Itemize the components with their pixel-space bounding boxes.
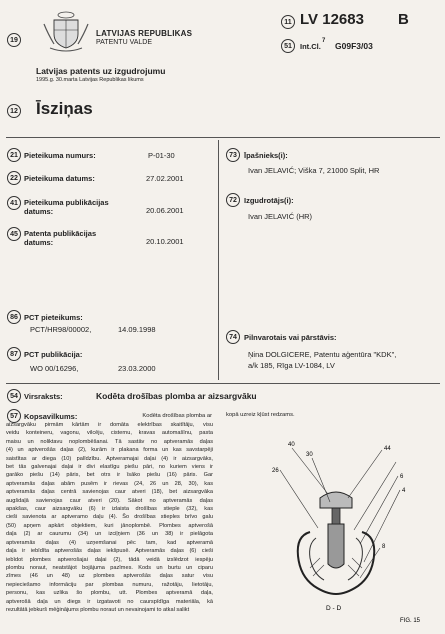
inid-code-22: 22 bbox=[7, 171, 21, 185]
patent-kind: B bbox=[398, 11, 409, 28]
coat-of-arms-icon bbox=[40, 10, 92, 52]
abstract-line: saistītas ar diega (10) palīdzību. Aptveramajai daļai (4) ir aizsargvāks, bbox=[6, 455, 213, 462]
patent-publication-date-value: 20.10.2001 bbox=[146, 237, 184, 246]
inid-code-11: 11 bbox=[281, 15, 295, 29]
patent-publication-date-label: Patenta publikācijas datums: bbox=[24, 229, 97, 247]
abstract-line: daļa ir iebīdīta aptverošās daļas iekšpusē. Aptveramās daļas (6) cieši bbox=[6, 548, 213, 555]
figure-ref-label: 30 bbox=[306, 452, 313, 458]
inid-code-19: 19 bbox=[7, 33, 21, 47]
pct-application-number: PCT/HR98/00002, bbox=[30, 325, 92, 334]
inid-code-87: 87 bbox=[7, 347, 21, 361]
abstract-first-line: Kodēta drošības plomba ar bbox=[142, 413, 212, 419]
pct-publication-label: PCT publikācija: bbox=[24, 350, 83, 359]
inventor-label: Izgudrotājs(i): bbox=[244, 196, 294, 205]
owner-label: Īpašnieks(i): bbox=[244, 151, 288, 160]
inid-code-12: 12 bbox=[7, 104, 21, 118]
pct-publication-date: 23.03.2000 bbox=[118, 364, 156, 373]
patent-figure bbox=[250, 428, 430, 628]
agency-department: PATENTU VALDE bbox=[96, 39, 153, 46]
inid-code-74: 74 bbox=[226, 330, 240, 344]
pct-application-label: PCT pieteikums: bbox=[24, 313, 83, 322]
abstract-line: nepieciešamo informāciju par plombas numuru, ražotāju, lietotāju, bbox=[6, 581, 213, 588]
law-reference: 1995.g. 30.marta Latvijas Republikas likums bbox=[36, 77, 144, 83]
attorney-line-1: Ņina DOLGICERE, Patentu aģentūra "KDK", bbox=[248, 350, 397, 359]
attorney-line-2: a/k 185, Rīga LV-1084, LV bbox=[248, 361, 335, 370]
inid-code-57: 57 bbox=[7, 409, 21, 423]
pct-publication-number: WO 00/16296, bbox=[30, 364, 79, 373]
application-number-value: P-01-30 bbox=[148, 151, 175, 160]
abstract-line: aizsargvāku pirmām kārtām ir domāta elektrības skaitītāju, visu bbox=[6, 422, 213, 428]
column-divider bbox=[218, 140, 219, 380]
fields-divider bbox=[6, 383, 440, 384]
application-date-value: 27.02.2001 bbox=[146, 174, 184, 183]
abstract-line: maisu un noliktavu noplombēšanai. Tā sastāv no aptveramās daļas bbox=[6, 438, 213, 445]
inid-code-86: 86 bbox=[7, 310, 21, 324]
figure-ref-label: 40 bbox=[288, 442, 295, 448]
abstract-line: (50) apņem apkārt objektiem, kuri jānoplombē. Plombes aptverošā bbox=[6, 522, 213, 529]
application-publication-date-label: Pieteikuma publikācijas datums: bbox=[24, 198, 109, 216]
agency-name: LATVIJAS REPUBLIKAS bbox=[96, 29, 193, 38]
abstract-line: apakšas, caur aizsargvāku (6) ir izlaista drošības stieple (32), kas bbox=[6, 506, 213, 513]
figure-caption: FIG. 15 bbox=[400, 618, 421, 624]
figure-ref-label: 4 bbox=[402, 488, 406, 494]
abstract-line: plombu noraut, neatstājot bojājuma pazīmes. Kods un burtu un ciparu bbox=[6, 564, 213, 571]
invention-title-value: Kodēta drošības plomba ar aizsargvāku bbox=[96, 391, 257, 401]
abstract-continuation: kopā uzreiz kļūst redzams. bbox=[226, 412, 295, 418]
inid-code-51: 51 bbox=[281, 39, 295, 53]
abstract-line: daļa (2) ar caurumu (34) un izciļņiem (36 un 38) ir pielāgota bbox=[6, 531, 213, 538]
attorney-label: Pilnvarotais vai pārstāvis: bbox=[244, 333, 337, 342]
application-date-label: Pieteikuma datums: bbox=[24, 174, 95, 183]
abstract-line: veidu konteineru, vagonu, vilcēju, cisternu, kravas automašīnu, pasta bbox=[6, 430, 213, 437]
owner-value: Ivan JELAVIĆ; Viška 7, 21000 Split, HR bbox=[248, 166, 380, 175]
application-number-label: Pieteikuma numurs: bbox=[24, 151, 96, 160]
figure-ref-label: 44 bbox=[384, 446, 391, 452]
inventor-value: Ivan JELAVIĆ (HR) bbox=[248, 212, 313, 221]
inid-code-72: 72 bbox=[226, 193, 240, 207]
abstract-line: aptveramās daļas abām pusēm ir rievas (24, 26 un 28, 30), kas bbox=[6, 480, 213, 487]
inid-code-41: 41 bbox=[7, 196, 21, 210]
abstract-label: Kopsavilkums: bbox=[24, 412, 78, 421]
int-cl-value: G09F3/03 bbox=[335, 41, 373, 51]
patent-number: LV 12683 bbox=[300, 11, 364, 28]
abstract-line: augšdaļā savienojas caur atveri (20). Sākot no aptveramās daļas bbox=[6, 497, 213, 504]
invention-title-label: Virsraksts: bbox=[24, 392, 63, 401]
abstract-line: aptveramās daļas (4) uzņemšanai pēc tam, kad aptveramā bbox=[6, 539, 213, 546]
inid-code-21: 21 bbox=[7, 148, 21, 162]
inid-code-73: 73 bbox=[226, 148, 240, 162]
abstract-body bbox=[6, 421, 213, 614]
document-type: Latvijas patents uz izgudrojumu bbox=[36, 66, 166, 76]
figure-section-label: D - D bbox=[326, 605, 342, 612]
figure-ref-label: 8 bbox=[382, 544, 386, 550]
abstract-line: iebīdot plombes aptverošajai daļai (2), tādā veidā izslēdzot iespēju bbox=[6, 556, 213, 563]
abstract-line: aptverošā daļa un diegs ir izgatavoti no caurspīdīga materiāla, kā bbox=[6, 598, 213, 605]
section-title: Īsziņas bbox=[36, 99, 93, 118]
abstract-line: garāko piešu (14) pāris, bet otrs ir īsāko piešu (16) pāris. Gar bbox=[6, 472, 213, 479]
inid-code-45: 45 bbox=[7, 227, 21, 241]
figure-ref-label: 6 bbox=[400, 474, 404, 480]
application-publication-date-value: 20.06.2001 bbox=[146, 206, 184, 215]
abstract-line: bet tās galvenajai daļai ir divi elastīgu piešu pāri, no kuriem viens ir bbox=[6, 464, 213, 471]
header-divider bbox=[6, 137, 440, 138]
figure-ref-label: 26 bbox=[272, 468, 279, 474]
abstract-line: zīmes (46 un 48) uz plombes aptverošās daļas satur visu bbox=[6, 573, 213, 580]
int-cl-label: Int.Cl. bbox=[300, 42, 321, 51]
int-cl-superscript: 7 bbox=[322, 38, 326, 44]
abstract-line: personu, kas uzlika šo plombu, utt. Plombes aptveramā daļa, bbox=[6, 590, 213, 597]
inid-code-54: 54 bbox=[7, 389, 21, 403]
pct-application-date: 14.09.1998 bbox=[118, 325, 156, 334]
abstract-line: aptveramās daļas centrā savienojas caur atveri (18), bet aizsargvāka bbox=[6, 489, 213, 496]
abstract-line: rezultātā jebkurš mēģinājums plombu noraut un nevainojami to atkal salikt bbox=[6, 606, 190, 613]
abstract-line: cieši savienota ar aptveramo daļu (4). Šo drošības stieples brīvo galu bbox=[6, 514, 213, 521]
abstract-line: (4) un aptverošās daļas (2), kurām ir plakana forma un kas savstarpēji bbox=[6, 447, 213, 454]
